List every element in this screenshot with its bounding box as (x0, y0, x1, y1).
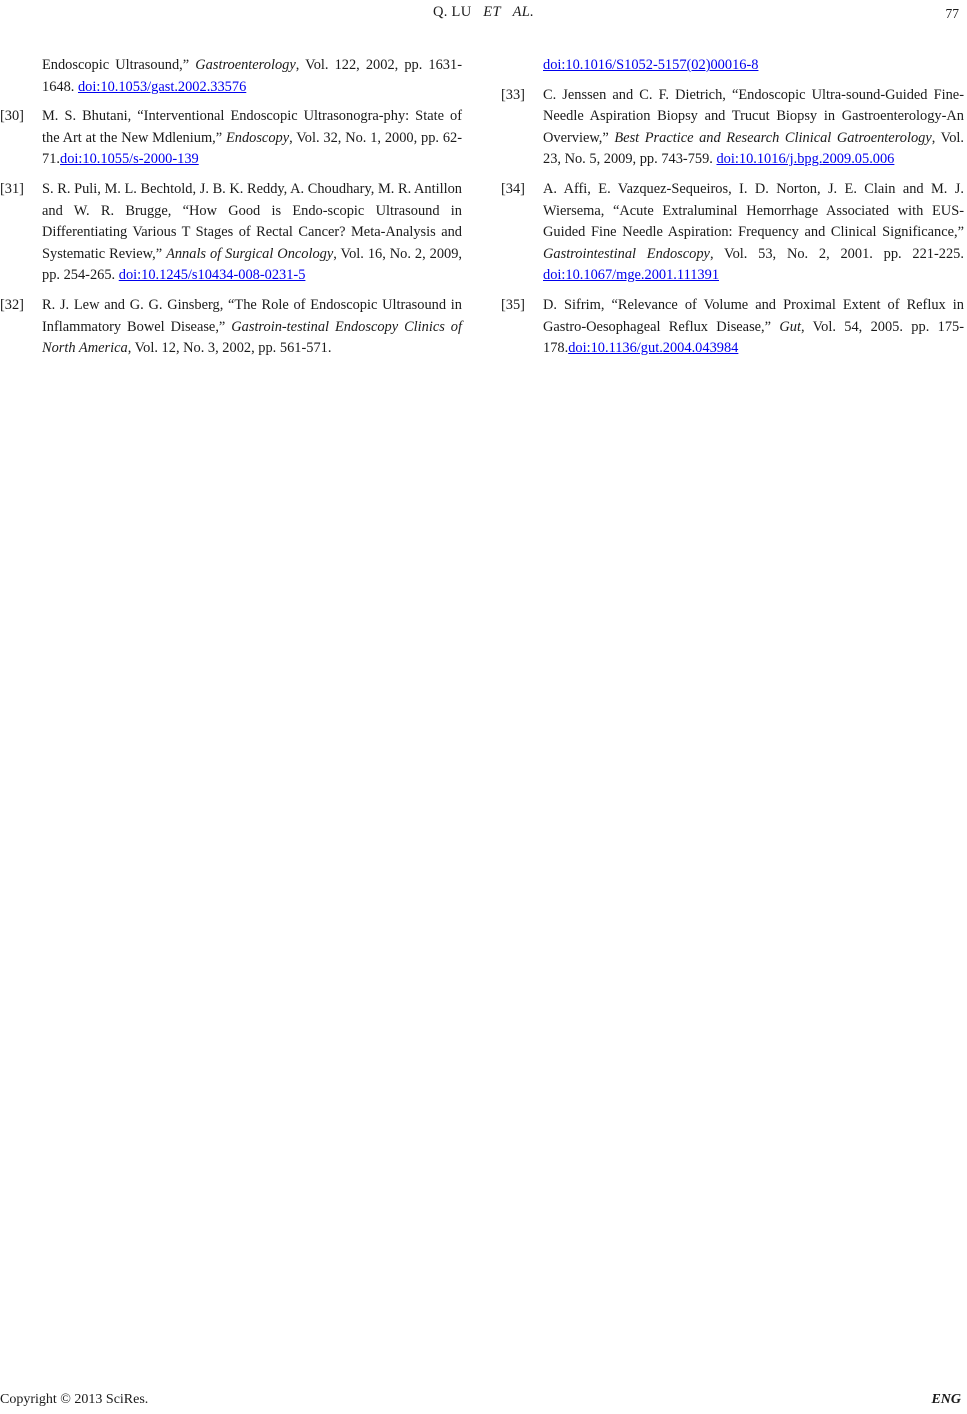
reference-entry (0, 179, 462, 287)
reference-number: [31] (0, 180, 24, 197)
reference-text: D. Sifrim, “Relevance of Volume and Proximal Extent of Reflux in Gastro-Oesophageal Reflux Disease,” (543, 296, 964, 335)
header-al: AL. (512, 4, 535, 20)
copyright-notice: Copyright © 2013 SciRes. (0, 1392, 149, 1407)
journal-title: Best Practice and Research Clinical Gatroenterology (614, 129, 932, 146)
page-number: 77 (945, 6, 959, 21)
reference-details: , Vol. 23, No. 5, 2009, pp. 743-759. (543, 129, 964, 168)
doi-link[interactable]: doi:10.1245/s10434-008-0231-5 (118, 267, 306, 284)
reference-details: , Vol. 16, No. 2, 2009, pp. 254-265. (42, 245, 463, 284)
reference-number: [32] (0, 296, 24, 313)
doi-link[interactable]: doi:10.1136/gut.2004.043984 (568, 340, 739, 357)
reference-entry (0, 295, 462, 360)
reference-details: , Vol. 53, No. 2, 2001. pp. 221-225. (709, 245, 964, 262)
journal-title: Gastrointestinal Endoscopy (543, 245, 710, 262)
journal-title: Gut (779, 318, 801, 335)
reference-number: [30] (0, 108, 24, 125)
journal-abbrev: ENG (931, 1392, 961, 1407)
running-header (0, 4, 967, 21)
references-right-column (501, 55, 964, 368)
reference-entry (501, 295, 964, 360)
reference-number: [33] (501, 86, 525, 103)
reference-details: , Vol. 12, No. 3, 2002, pp. 561-571. (127, 340, 332, 357)
reference-continuation (501, 55, 964, 77)
header-et: ET (483, 4, 501, 20)
reference-entry (0, 106, 462, 171)
reference-continuation (0, 55, 462, 98)
reference-details: , Vol. 122, 2002, pp. 1631-1648. (42, 57, 462, 95)
doi-link[interactable]: doi:10.1067/mge.2001.111391 (543, 267, 720, 284)
reference-entry (501, 85, 964, 171)
reference-text: S. R. Puli, M. L. Bechtold, J. B. K. Reddy, A. Choudhary, M. R. Antillon and W. R. Brugge, “How Good is Endo-scopic Ultrasound in Differentiating Various T Stages of Rectal Cancer? Meta-Analysis and Systematic Review,” (42, 180, 462, 262)
doi-link[interactable]: doi:10.1053/gast.2002.33576 (77, 78, 247, 95)
journal-title: Endoscopy (225, 129, 290, 146)
reference-number: [35] (501, 296, 525, 313)
references-left-column (0, 55, 462, 368)
journal-title: Gastroin-testinal Endoscopy Clinics of North America (42, 318, 462, 357)
reference-entry (501, 179, 964, 287)
doi-link[interactable]: doi:10.1055/s-2000-139 (60, 151, 199, 168)
reference-details: , Vol. 32, No. 1, 2000, pp. 62-71. (42, 129, 462, 168)
journal-title: Gastroenterology (195, 57, 296, 73)
doi-link[interactable]: doi:10.1016/S1052-5157(02)00016-8 (543, 57, 759, 73)
reference-text: A. Affi, E. Vazquez-Sequeiros, I. D. Norton, J. E. Clain and M. J. Wiersema, “Acute Extraluminal Hemorrhage Associated with EUS-Guided Fine Needle Aspiration: Frequency and Clinical Significance,” (543, 180, 964, 241)
reference-text: M. S. Bhutani, “Interventional Endoscopic Ultrasonogra-phy: State of the Art at the New Mdlenium,” (42, 108, 462, 146)
header-author: Q. LU (432, 4, 472, 20)
reference-text: R. J. Lew and G. G. Ginsberg, “The Role of Endoscopic Ultrasound in Inflammatory Bowel Disease,” (42, 296, 462, 335)
doi-link[interactable]: doi:10.1016/j.bpg.2009.05.006 (716, 151, 895, 168)
reference-details: , Vol. 54, 2005. pp. 175-178. (543, 318, 964, 357)
journal-title: Annals of Surgical Oncology (166, 245, 334, 262)
reference-number: [34] (501, 180, 525, 197)
reference-text: C. Jenssen and C. F. Dietrich, “Endoscopic Ultra-sound-Guided Fine-Needle Aspiration Biopsy and Trucut Biopsy in Gastroenterology-An Overview,” (543, 86, 964, 146)
reference-text: Endoscopic Ultrasound,” (42, 57, 196, 73)
